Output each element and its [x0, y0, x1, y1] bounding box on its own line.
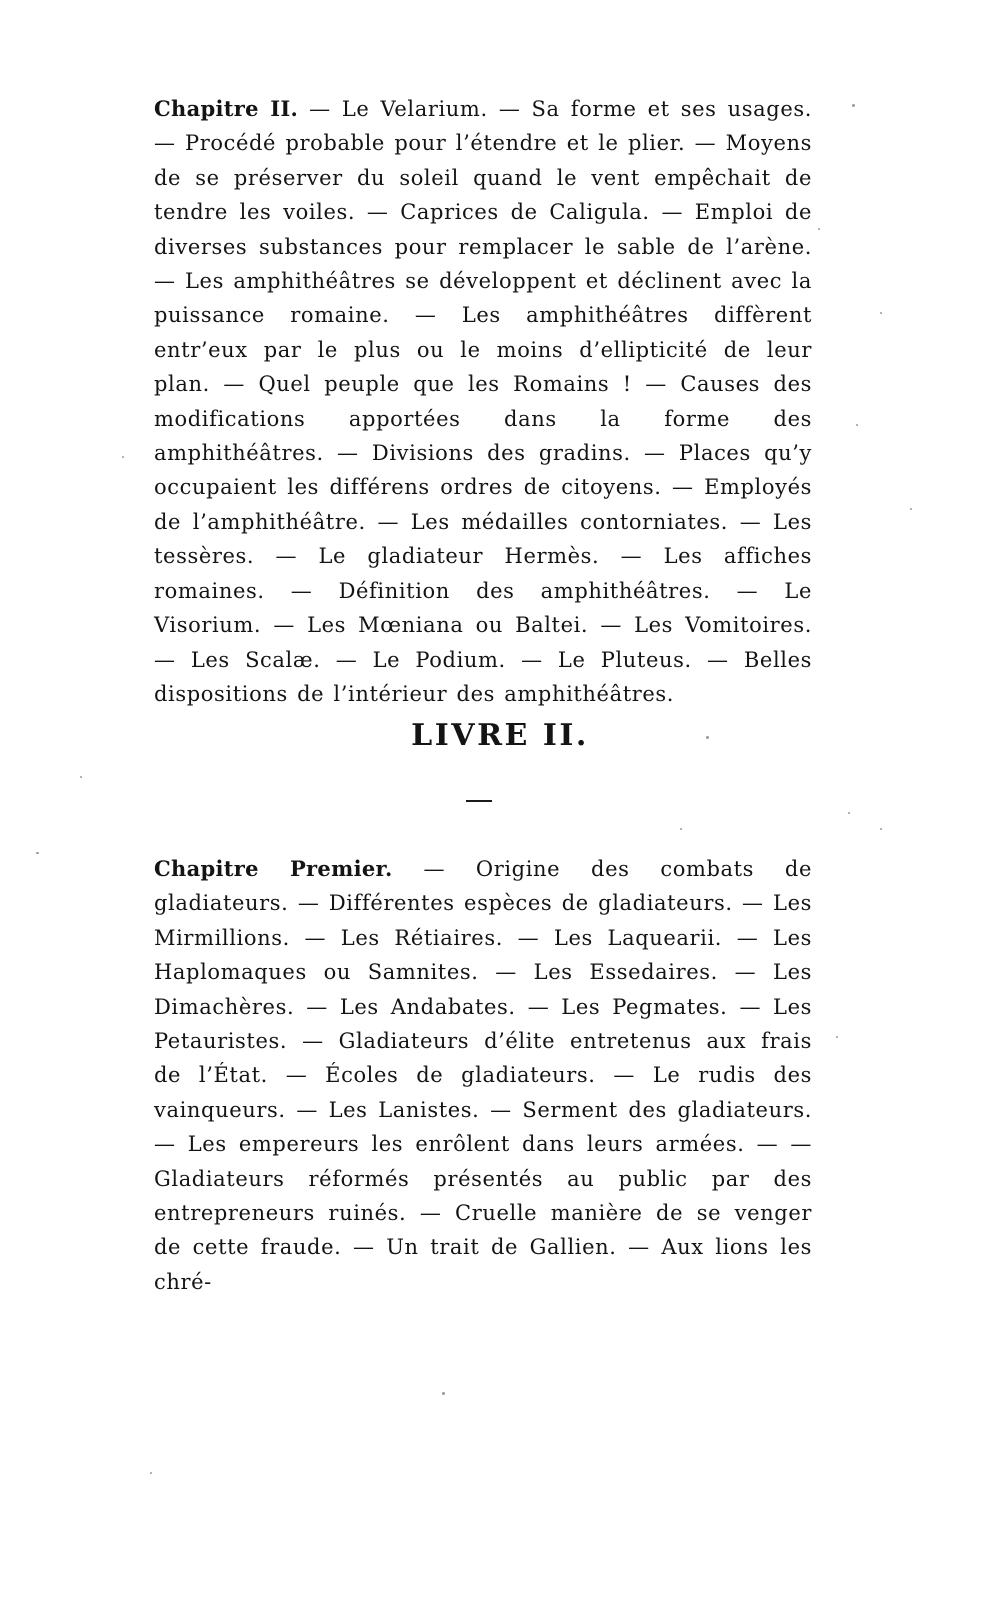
chapter-premier-text: — Origine des combats de gladiateurs. — Différentes espèces de gladiateurs. — Les Mirmillions. — Les Rétiaires. — Les Laquearii. — Les Haplomaques ou Samnites. — Les Essedaires. — Les Dimachères. — Les Andabates. — Les Pegmates. — Les Petauristes. — Gladiateurs d’élite entretenus aux frais de l’État. — Écoles de gladiateurs. — Le rudis des vainqueurs. — Les Lanistes. — Serment des gladiateurs. — Les empereurs les enrôlent dans leurs armées. — — Gladiateurs réformés présentés au public par des entrepreneurs ruinés. — Cruelle manière de se venger de cette fraude. — Un trait de Gallien. — Aux lions les chré-	[154, 857, 812, 1294]
scan-speck	[442, 1392, 445, 1395]
scan-speck	[848, 812, 850, 814]
scan-speck	[36, 852, 39, 854]
chapter-ii-summary	[154, 92, 812, 711]
chapter-ii-label: Chapitre II.	[154, 96, 299, 121]
chapter-premier-label: Chapitre Premier.	[154, 856, 393, 881]
section-separator	[466, 800, 492, 802]
livre-heading: LIVRE II.	[411, 718, 589, 753]
scan-speck	[880, 828, 882, 830]
scan-speck	[852, 104, 855, 107]
chapter-premier-summary	[154, 852, 812, 1299]
scan-speck	[818, 228, 820, 230]
chapter-ii-text: — Le Velarium. — Sa forme et ses usages. — Procédé probable pour l’étendre et le plier. — Moyens de se préserver du soleil quand le vent empêchait de tendre les voiles. — Caprices de Caligula. — Emploi de diverses substances pour remplacer le sable de l’arène. — Les amphithéâtres se développent et déclinent avec la puissance romaine. — Les amphithéâtres diffèrent entr’eux par le plus ou le moins d’ellipticité de leur plan. — Quel peuple que les Romains ! — Causes des modifications apportées dans la forme des amphithéâtres. — Divisions des gradins. — Places qu’y occupaient les différens ordres de citoyens. — Employés de l’amphithéâtre. — Les médailles contorniates. — Les tessères. — Le gladiateur Hermès. — Les affiches romaines. — Définition des amphithéâtres. — Le Visorium. — Les Mœniana ou Baltei. — Les Vomitoires. — Les Scalæ. — Le Podium. — Le Pluteus. — Belles dispositions de l’intérieur des amphithéâtres.	[154, 97, 813, 706]
scan-speck	[856, 424, 858, 426]
scan-speck	[122, 456, 124, 458]
scan-speck	[680, 828, 682, 830]
scan-speck	[836, 1036, 838, 1038]
scan-speck	[910, 508, 912, 510]
scan-speck	[880, 312, 882, 314]
scan-speck	[150, 1472, 152, 1474]
scan-speck	[706, 736, 709, 739]
scan-speck	[80, 776, 82, 778]
